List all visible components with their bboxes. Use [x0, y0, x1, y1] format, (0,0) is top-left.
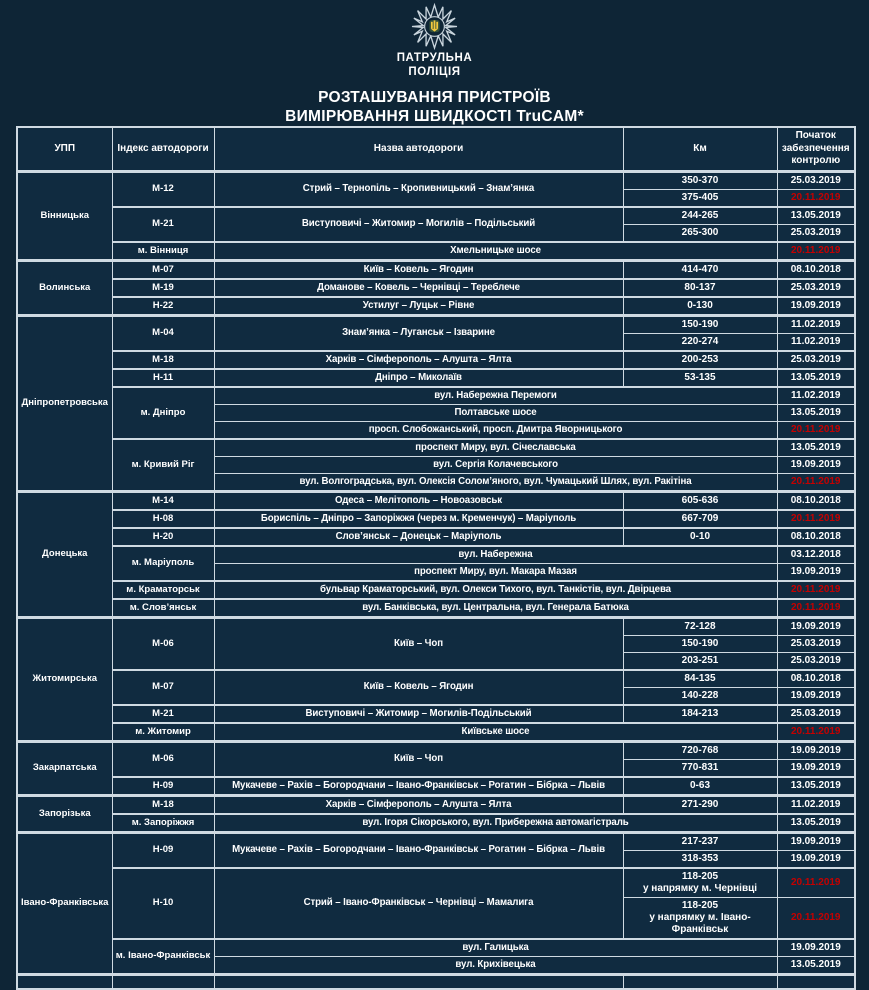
road-name-cell: Устилуг – Луцьк – Рівне	[214, 297, 623, 316]
km-cell: 265-300	[623, 224, 777, 242]
table-row	[17, 546, 855, 564]
road-name-cell: Одеса – Мелітополь – Новоазовськ	[214, 491, 623, 510]
empty-cell	[777, 974, 855, 989]
road-name-cell: Стрий – Тернопіль – Кропивницький – Знам’янка	[214, 171, 623, 207]
control-start-date-cell: 13.05.2019	[777, 956, 855, 974]
table-row	[17, 369, 855, 387]
road-index-cell: Н-08	[112, 510, 214, 528]
org-name-line2: ПОЛІЦІЯ	[408, 66, 461, 79]
city-cell: м. Житомир	[112, 723, 214, 742]
control-start-date-cell: 13.05.2019	[777, 404, 855, 421]
col-header-control-start: Початок забезпечення контролю	[777, 127, 855, 171]
km-cell: 140-228	[623, 687, 777, 705]
km-cell: 84-135	[623, 670, 777, 688]
table-row	[17, 351, 855, 369]
control-start-date-cell: 11.02.2019	[777, 795, 855, 814]
control-start-date-cell: 19.09.2019	[777, 687, 855, 705]
col-header-road-index: Індекс автодороги	[112, 127, 214, 171]
control-start-date-cell: 13.05.2019	[777, 369, 855, 387]
road-index-cell: Н-11	[112, 369, 214, 387]
table-row	[17, 939, 855, 957]
col-header-km: Км	[623, 127, 777, 171]
km-cell: 80-137	[623, 279, 777, 297]
region-cell: Івано-Франківська	[17, 832, 112, 974]
region-cell: Житомирська	[17, 617, 112, 741]
km-cell: 0-130	[623, 297, 777, 316]
road-index-cell: М-21	[112, 207, 214, 242]
road-index-cell: М-07	[112, 260, 214, 279]
km-cell: 0-63	[623, 777, 777, 796]
road-name-cell: Доманове – Ковель – Чернівці – Тереблече	[214, 279, 623, 297]
control-start-date-cell: 19.09.2019	[777, 850, 855, 868]
km-cell: 667-709	[623, 510, 777, 528]
street-name-cell: Київське шосе	[214, 723, 777, 742]
city-cell: м. Запоріжжя	[112, 814, 214, 833]
table-row	[17, 617, 855, 635]
trident-icon	[429, 20, 439, 32]
road-name-cell: Мукачеве – Рахів – Богородчани – Івано-Франківськ – Рогатин – Бібрка – Львів	[214, 832, 623, 868]
control-start-date-cell: 08.10.2018	[777, 670, 855, 688]
table-row	[17, 599, 855, 618]
city-cell: м. Кривий Ріг	[112, 439, 214, 492]
street-name-cell: вул. Сергія Колачевського	[214, 456, 777, 473]
region-cell: Донецька	[17, 491, 112, 617]
control-start-date-cell: 11.02.2019	[777, 315, 855, 333]
street-name-cell: проспект Миру, вул. Січеславська	[214, 439, 777, 457]
road-name-cell: Харків – Сімферополь – Алушта – Ялта	[214, 795, 623, 814]
table-row	[17, 387, 855, 405]
control-start-date-cell: 19.09.2019	[777, 741, 855, 759]
region-cell: Запорізька	[17, 795, 112, 832]
cutoff-continuation-row	[17, 974, 855, 989]
street-name-cell: проспект Миру, вул. Макара Мазая	[214, 563, 777, 581]
control-start-date-cell: 25.03.2019	[777, 705, 855, 723]
col-header-upp: УПП	[17, 127, 112, 171]
road-name-cell: Дніпро – Миколаїв	[214, 369, 623, 387]
road-name-cell: Виступовичі – Житомир – Могилів-Подільський	[214, 705, 623, 723]
km-cell: 53-135	[623, 369, 777, 387]
road-name-cell: Виступовичі – Житомир – Могилів – Подільський	[214, 207, 623, 242]
street-name-cell: просп. Слобожанський, просп. Дмитра Яворницького	[214, 421, 777, 439]
police-badge-icon	[412, 4, 457, 49]
table-row	[17, 242, 855, 261]
control-start-date-cell: 08.10.2018	[777, 491, 855, 510]
km-cell: 271-290	[623, 795, 777, 814]
empty-cell	[214, 974, 623, 989]
table-row	[17, 491, 855, 510]
road-index-cell: Н-22	[112, 297, 214, 316]
road-index-cell: Н-09	[112, 777, 214, 796]
km-cell: 770-831	[623, 759, 777, 777]
road-index-cell: М-06	[112, 741, 214, 777]
control-start-date-cell: 20.11.2019	[777, 421, 855, 439]
km-cell: 605-636	[623, 491, 777, 510]
region-cell: Волинська	[17, 260, 112, 315]
table-row	[17, 814, 855, 833]
km-cell: 414-470	[623, 260, 777, 279]
col-header-road-name: Назва автодороги	[214, 127, 623, 171]
km-cell: 118-205 у напрямку м. Чернівці	[623, 868, 777, 898]
city-cell: м. Слов’янськ	[112, 599, 214, 618]
org-name-line1: ПАТРУЛЬНА	[396, 52, 473, 64]
org-name	[397, 51, 473, 80]
road-index-cell: М-18	[112, 795, 214, 814]
table-row	[17, 868, 855, 898]
road-index-cell: Н-10	[112, 868, 214, 939]
control-start-date-cell: 25.03.2019	[777, 279, 855, 297]
control-start-date-cell: 11.02.2019	[777, 333, 855, 351]
road-index-cell: М-18	[112, 351, 214, 369]
km-cell: 375-405	[623, 189, 777, 207]
page-title-line2: ВИМІРЮВАННЯ ШВИДКОСТІ TruCAM*	[285, 107, 584, 125]
control-start-date-cell: 19.09.2019	[777, 939, 855, 957]
table-row	[17, 171, 855, 189]
road-index-cell: М-14	[112, 491, 214, 510]
street-name-cell: вул. Галицька	[214, 939, 777, 957]
control-start-date-cell: 25.03.2019	[777, 351, 855, 369]
control-start-date-cell: 25.03.2019	[777, 171, 855, 189]
empty-cell	[623, 974, 777, 989]
page-title	[285, 88, 584, 126]
control-start-date-cell: 03.12.2018	[777, 546, 855, 564]
street-name-cell: вул. Банківська, вул. Центральна, вул. Генерала Батюка	[214, 599, 777, 618]
control-start-date-cell: 08.10.2018	[777, 260, 855, 279]
control-start-date-cell: 20.11.2019	[777, 242, 855, 261]
control-start-date-cell: 11.02.2019	[777, 387, 855, 405]
road-name-cell: Київ – Ковель – Ягодин	[214, 260, 623, 279]
region-cell: Закарпатська	[17, 741, 112, 795]
control-start-date-cell: 19.09.2019	[777, 617, 855, 635]
control-start-date-cell: 13.05.2019	[777, 814, 855, 833]
road-name-cell: Харків – Сімферополь – Алушта – Ялта	[214, 351, 623, 369]
control-start-date-cell: 20.11.2019	[777, 473, 855, 491]
table-row	[17, 510, 855, 528]
table-row	[17, 741, 855, 759]
control-start-date-cell: 20.11.2019	[777, 599, 855, 618]
city-cell: м. Краматорськ	[112, 581, 214, 599]
table-row	[17, 315, 855, 333]
table-row	[17, 297, 855, 316]
table-row	[17, 723, 855, 742]
control-start-date-cell: 20.11.2019	[777, 897, 855, 939]
road-index-cell: М-21	[112, 705, 214, 723]
trucam-table	[16, 126, 856, 990]
empty-cell	[17, 974, 112, 989]
road-index-cell: М-07	[112, 670, 214, 705]
table-row	[17, 581, 855, 599]
road-index-cell: М-06	[112, 617, 214, 670]
table-row	[17, 528, 855, 546]
km-cell: 220-274	[623, 333, 777, 351]
control-start-date-cell: 20.11.2019	[777, 723, 855, 742]
control-start-date-cell: 20.11.2019	[777, 581, 855, 599]
region-cell: Дніпропетровська	[17, 315, 112, 491]
table-row	[17, 260, 855, 279]
table-row	[17, 670, 855, 688]
control-start-date-cell: 20.11.2019	[777, 868, 855, 898]
street-name-cell: вул. Набережна Перемоги	[214, 387, 777, 405]
road-name-cell: Бориспіль – Дніпро – Запоріжжя (через м. Кременчук) – Маріуполь	[214, 510, 623, 528]
km-cell: 720-768	[623, 741, 777, 759]
km-cell: 184-213	[623, 705, 777, 723]
table-row	[17, 705, 855, 723]
control-start-date-cell: 25.03.2019	[777, 652, 855, 670]
km-cell: 350-370	[623, 171, 777, 189]
road-name-cell: Київ – Чоп	[214, 741, 623, 777]
control-start-date-cell: 13.05.2019	[777, 207, 855, 225]
km-cell: 72-128	[623, 617, 777, 635]
street-name-cell: Полтавське шосе	[214, 404, 777, 421]
km-cell: 318-353	[623, 850, 777, 868]
city-cell: м. Дніпро	[112, 387, 214, 439]
control-start-date-cell: 19.09.2019	[777, 563, 855, 581]
control-start-date-cell: 13.05.2019	[777, 439, 855, 457]
street-name-cell: Хмельницьке шосе	[214, 242, 777, 261]
control-start-date-cell: 19.09.2019	[777, 297, 855, 316]
km-cell: 203-251	[623, 652, 777, 670]
control-start-date-cell: 08.10.2018	[777, 528, 855, 546]
table-row	[17, 279, 855, 297]
road-index-cell: М-04	[112, 315, 214, 351]
road-index-cell: М-12	[112, 171, 214, 207]
table-row	[17, 439, 855, 457]
km-cell: 244-265	[623, 207, 777, 225]
trucam-table-wrap	[16, 126, 854, 990]
city-cell: м. Маріуполь	[112, 546, 214, 581]
control-start-date-cell: 13.05.2019	[777, 777, 855, 796]
street-name-cell: вул. Волгоградська, вул. Олексія Солом’яного, вул. Чумацький Шлях, вул. Ракітіна	[214, 473, 777, 491]
city-cell: м. Вінниця	[112, 242, 214, 261]
control-start-date-cell: 20.11.2019	[777, 510, 855, 528]
km-cell: 150-190	[623, 635, 777, 652]
road-name-cell: Знам’янка – Луганськ – Ізварине	[214, 315, 623, 351]
road-name-cell: Київ – Ковель – Ягодин	[214, 670, 623, 705]
empty-cell	[112, 974, 214, 989]
header	[0, 0, 869, 126]
control-start-date-cell: 19.09.2019	[777, 759, 855, 777]
km-cell: 217-237	[623, 832, 777, 850]
road-index-cell: М-19	[112, 279, 214, 297]
control-start-date-cell: 19.09.2019	[777, 456, 855, 473]
km-cell: 150-190	[623, 315, 777, 333]
street-name-cell: бульвар Краматорський, вул. Олекси Тихого, вул. Танкістів, вул. Двірцева	[214, 581, 777, 599]
table-row	[17, 832, 855, 850]
city-cell: м. Івано-Франківськ	[112, 939, 214, 975]
control-start-date-cell: 25.03.2019	[777, 224, 855, 242]
road-name-cell: Київ – Чоп	[214, 617, 623, 670]
road-index-cell: Н-20	[112, 528, 214, 546]
table-header-row	[17, 127, 855, 171]
table-row	[17, 777, 855, 796]
road-name-cell: Мукачеве – Рахів – Богородчани – Івано-Франківськ – Рогатин – Бібрка – Львів	[214, 777, 623, 796]
control-start-date-cell: 20.11.2019	[777, 189, 855, 207]
table-row	[17, 795, 855, 814]
road-name-cell: Слов’янськ – Донецьк – Маріуполь	[214, 528, 623, 546]
street-name-cell: вул. Набережна	[214, 546, 777, 564]
page-title-line1: РОЗТАШУВАННЯ ПРИСТРОЇВ	[318, 88, 551, 106]
region-cell: Вінницька	[17, 171, 112, 260]
km-cell: 118-205 у напрямку м. Івано-Франківськ	[623, 897, 777, 939]
control-start-date-cell: 19.09.2019	[777, 832, 855, 850]
road-name-cell: Стрий – Івано-Франківськ – Чернівці – Мамалига	[214, 868, 623, 939]
street-name-cell: вул. Ігоря Сікорського, вул. Прибережна автомагістраль	[214, 814, 777, 833]
street-name-cell: вул. Крихівецька	[214, 956, 777, 974]
control-start-date-cell: 25.03.2019	[777, 635, 855, 652]
road-index-cell: Н-09	[112, 832, 214, 868]
km-cell: 200-253	[623, 351, 777, 369]
table-row	[17, 207, 855, 225]
km-cell: 0-10	[623, 528, 777, 546]
